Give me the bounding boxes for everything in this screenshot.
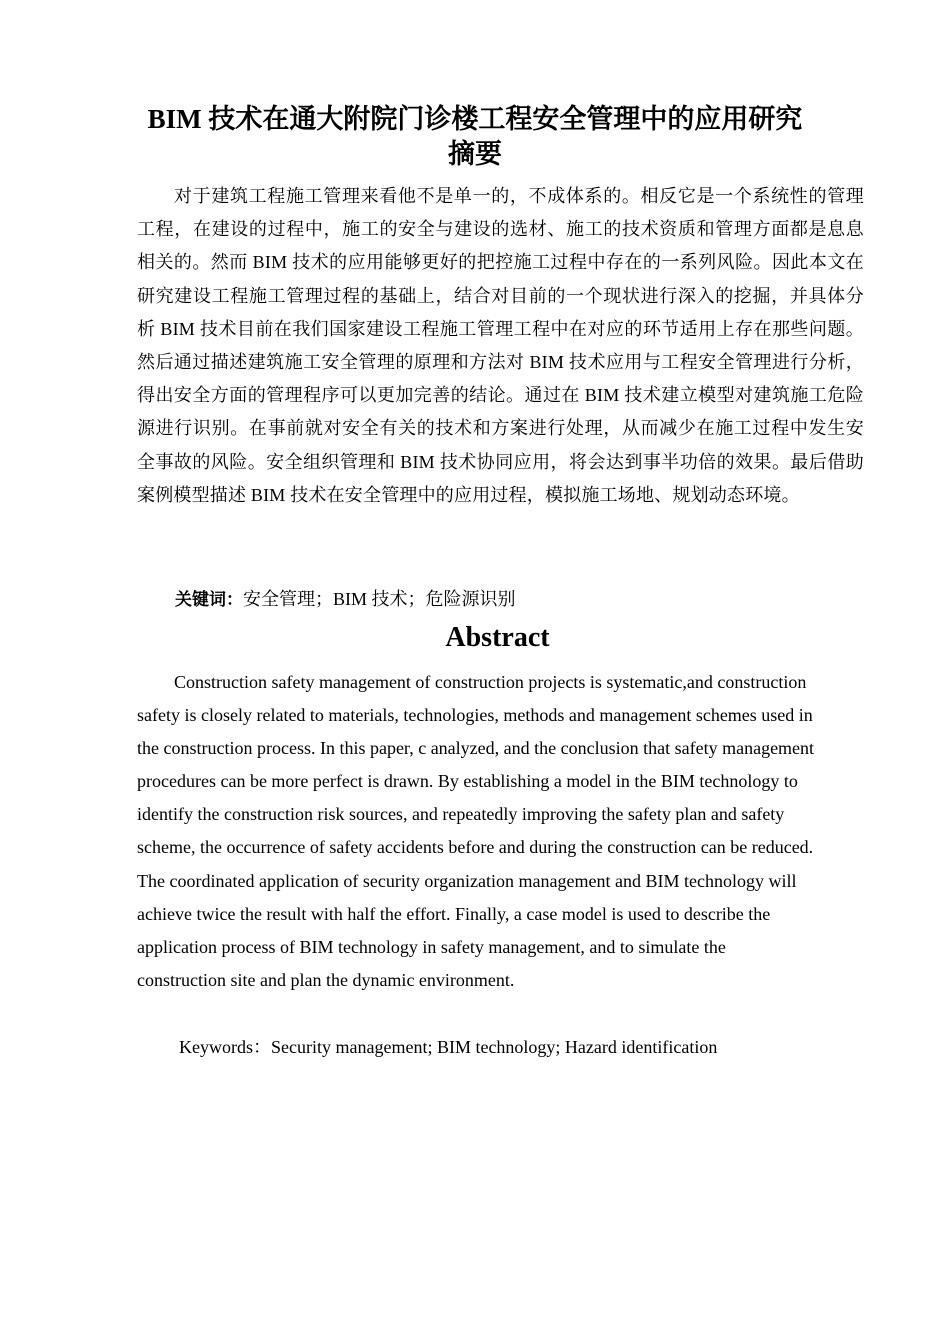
abstract-en-line: The coordinated application of security organization management and BIM technology will — [137, 870, 797, 891]
keywords-en-value: Security management; BIM technology; Hazard identification — [271, 1037, 718, 1057]
abstract-en-heading: Abstract — [445, 622, 550, 653]
abstract-en-line: safety is closely related to materials, technologies, methods and management schemes used in — [137, 705, 813, 726]
abstract-en-line: achieve twice the result with half the effort. Finally, a case model is used to describe the — [137, 903, 771, 924]
keywords-zh-label: 关键词： — [175, 590, 243, 610]
keywords-zh — [175, 584, 516, 615]
abstract-en-line: scheme, the occurrence of safety accidents before and during the construction can be reduced. — [137, 837, 814, 858]
keywords-en-label: Keywords： — [179, 1037, 271, 1057]
abstract-en-line: application process of BIM technology in safety management, and to simulate the — [137, 936, 726, 957]
abstract-en-line: identify the construction risk sources, and repeatedly improving the safety plan and safety — [137, 804, 785, 825]
keywords-en — [179, 1033, 717, 1061]
abstract-zh-body: 对于建筑工程施工管理来看他不是单一的，不成体系的。相反它是一个系统性的管理工程，在建设的过程中，施工的安全与建设的选材、施工的技术资质和管理方面都是息息相关的。然而 BIM 技术的应用能够更好的把控施工过程中存在的一系列风险。因此本文在研究建设工程施工管理过程的基础上，结合对目前的一个现状进行深入的挖掘，并具体分析 BIM 技术目前在我们国家建设工程施工管理工程中在对应的环节适用上存在那些问题。然后通过描述建筑施工安全管理的原理和方法对 BIM 技术应用与工程安全管理进行分析，得出安全方面的管理程序可以更加完善的结论。通过在 BIM 技术建立模型对建筑施工危险源进行识别。在事前就对安全有关的技术和方案进行处理，从而减少在施工过程中发生安全事故的风险。安全组织管理和 BIM 技术协同应用，将会达到事半功倍的效果。最后借助案例模型描述 BIM 技术在安全管理中的应用过程，模拟施工场地、规划动态环境。 — [137, 186, 864, 505]
abstract-en-line: procedures can be more perfect is drawn. By establishing a model in the BIM technology to — [137, 771, 798, 792]
abstract-en-line: Construction safety management of construction projects is systematic,and construction — [174, 672, 807, 692]
paper-title: BIM 技术在通大附院门诊楼工程安全管理中的应用研究 — [147, 104, 803, 134]
abstract-en-line: construction site and plan the dynamic environment. — [137, 969, 515, 990]
abstract-en-body — [137, 666, 867, 997]
abstract-en-line: the construction process. In this paper, c analyzed, and the conclusion that safety management — [137, 738, 815, 759]
keywords-zh-value: 安全管理；BIM 技术；危险源识别 — [243, 589, 516, 609]
abstract-zh-heading: 摘要 — [448, 139, 502, 169]
